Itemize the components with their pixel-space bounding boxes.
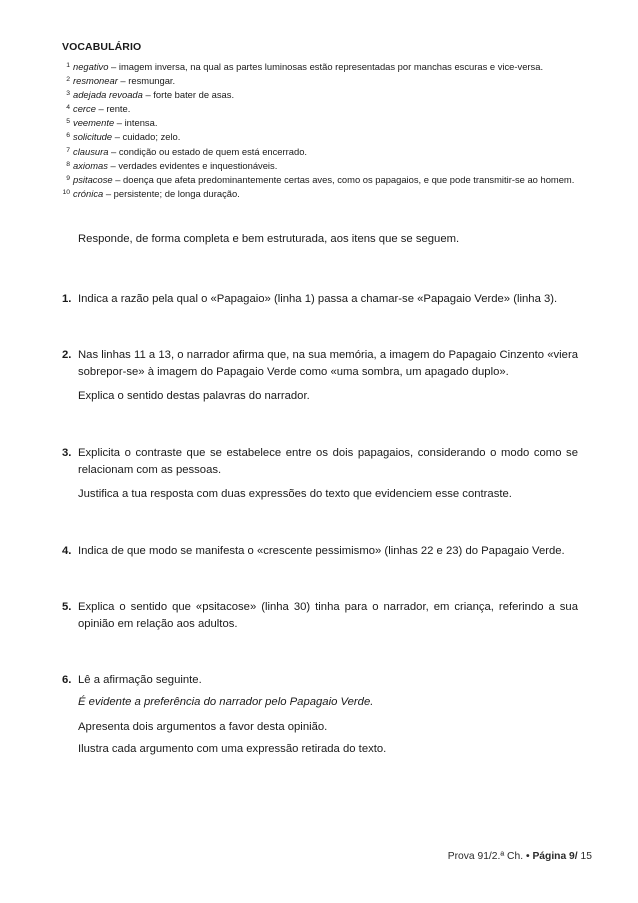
vocabulary-term: veemente [73, 117, 115, 129]
question-body [78, 347, 578, 405]
question-number: 2. [62, 349, 72, 361]
vocabulary-item [55, 87, 595, 101]
vocabulary-term: adejada revoada [73, 89, 143, 101]
vocabulary-number: 4 [66, 104, 70, 112]
question-body [78, 543, 578, 560]
vocabulary-number: 1 [66, 62, 70, 69]
question-task: Ilustra cada argumento com uma expressão retirada do texto. [78, 742, 387, 755]
question-task: Apresenta dois argumentos a favor desta opinião. [78, 721, 328, 733]
vocabulary-number: 5 [66, 118, 70, 126]
vocabulary-item [55, 129, 595, 143]
question-2 [62, 347, 578, 405]
vocabulary-item [55, 115, 595, 129]
question-text: Nas linhas 11 a 13, o narrador afirma que, na sua memória, a imagem do Papagaio Cinzento «viera sobrepor-se» à imagem do Papagaio Verde como «uma sombra, um apagado duplo». [78, 349, 578, 378]
question-3 [62, 445, 578, 503]
vocabulary-definition: – forte bater de asas. [142, 89, 235, 101]
question-text: Lê a afirmação seguinte. [78, 674, 202, 686]
instruction-text: Responde, de forma completa e bem estruturada, aos itens que se seguem. [78, 233, 460, 245]
question-body [78, 445, 578, 503]
vocabulary-number: 3 [66, 90, 70, 98]
question-body [78, 599, 578, 632]
question-text: Indica de que modo se manifesta o «crescente pessimismo» (linhas 22 e 23) do Papagaio Verde. [78, 545, 565, 557]
vocabulary-definition: – doença que afeta predominantemente certas aves, como os papagaios, e que pode transmitir-se ao homem. [112, 173, 575, 185]
question-4 [62, 543, 578, 560]
vocabulary-item [55, 144, 595, 158]
question-number: 3. [62, 447, 72, 459]
vocabulary-number: 10 [62, 188, 70, 196]
vocabulary-item [55, 101, 595, 115]
page-footer [448, 851, 592, 862]
vocabulary-term: crónica [73, 187, 104, 199]
vocabulary-list [55, 59, 595, 200]
vocabulary-definition: – resmungar. [117, 75, 176, 87]
footer-bullet: • [525, 851, 530, 862]
question-5 [62, 599, 578, 632]
page-label: Página 9/ [532, 851, 578, 862]
vocabulary-definition: – condição ou estado de quem está encerrado. [108, 145, 308, 157]
vocabulary-item [55, 172, 595, 186]
vocabulary-term: negativo [73, 61, 109, 72]
vocabulary-item [55, 158, 595, 172]
vocabulary-definition: – verdades evidentes e inquestionáveis. [107, 159, 278, 171]
question-body [78, 291, 578, 308]
vocabulary-term: resmonear [73, 75, 118, 87]
question-number: 4. [62, 545, 72, 557]
vocabulary-definition: – intensa. [114, 117, 158, 129]
question-text: Indica a razão pela qual o «Papagaio» (linha 1) passa a chamar-se «Papagaio Verde» (linha 3). [78, 293, 558, 305]
vocabulary-number: 8 [66, 160, 70, 168]
vocabulary-term: clausura [73, 145, 109, 157]
vocabulary-number: 7 [66, 146, 70, 154]
vocabulary-term: axiomas [73, 159, 108, 171]
vocabulary-term: solicitude [73, 131, 113, 143]
vocabulary-number: 9 [66, 174, 70, 182]
question-text: Explica o sentido que «psitacose» (linha 30) tinha para o narrador, em criança, referindo a sua opinião em relação aos adultos. [78, 601, 578, 630]
question-task: Justifica a tua resposta com duas expressões do texto que evidenciem esse contraste. [78, 488, 512, 500]
vocabulary-item [55, 73, 595, 87]
vocabulary-term: psitacose [73, 173, 113, 185]
vocabulary-definition: – imagem inversa, na qual as partes luminosas estão representadas por manchas escuras e vice-versa. [108, 61, 544, 72]
question-task: Explica o sentido destas palavras do narrador. [78, 390, 310, 402]
vocabulary-definition: – rente. [95, 103, 131, 115]
page-total: 15 [580, 851, 592, 862]
vocabulary-title: VOCABULÁRIO [62, 41, 142, 53]
vocabulary-definition: – cuidado; zelo. [112, 131, 181, 143]
question-body [78, 672, 578, 757]
question-text: Explicita o contraste que se estabelece entre os dois papagaios, considerando o modo como se relacionam com as pessoas. [78, 447, 578, 476]
vocabulary-item [55, 59, 595, 73]
vocabulary-item [55, 186, 595, 200]
exam-code: Prova 91/2.ª Ch. [447, 851, 524, 862]
vocabulary-number: 2 [66, 76, 70, 84]
question-6 [62, 672, 578, 757]
vocabulary-term: cerce [73, 103, 96, 115]
vocabulary-definition: – persistente; de longa duração. [103, 187, 240, 199]
question-number: 1. [62, 293, 72, 305]
quoted-statement: É evidente a preferência do narrador pelo Papagaio Verde. [78, 695, 374, 708]
vocabulary-number: 6 [66, 132, 70, 140]
question-number: 6. [62, 674, 72, 686]
question-1 [62, 291, 578, 308]
question-number: 5. [62, 601, 72, 613]
